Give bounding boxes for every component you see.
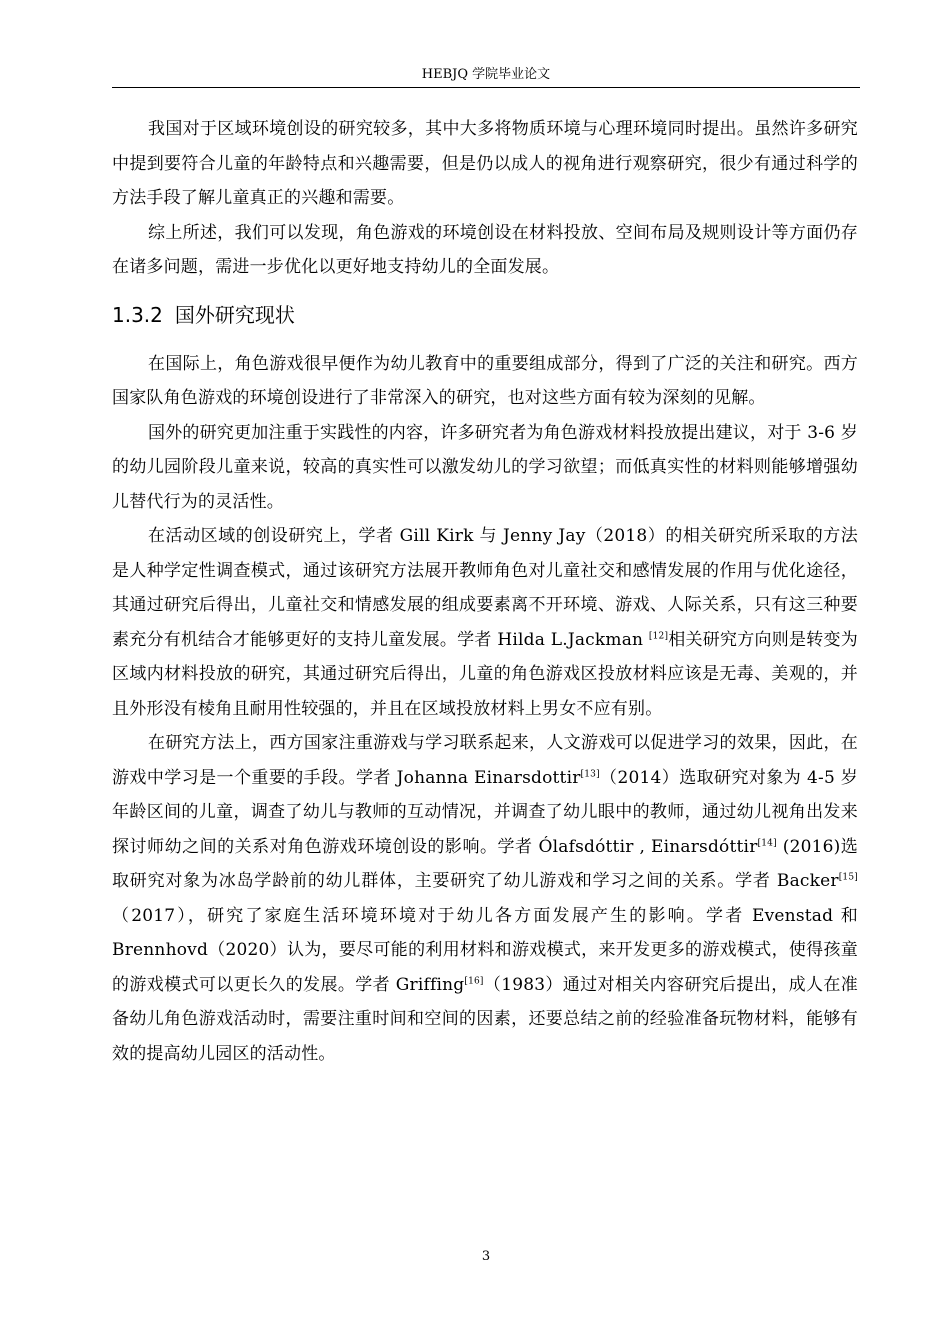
- text-span: 在研究方法上，西方国家注重游戏与学习联系起来，人文游戏可以促进学习的效果，因此，在游戏中学习是一个重要的手段。学者 Johanna Einarsdottir: [112, 733, 858, 788]
- text-span: （2014）选取研究对象为 4-5 岁年龄区间的儿童，调查了幼儿与教师的互动情况，并调查了幼儿眼中的教师，通过幼儿视角出发来探讨师幼之间的关系对角色游戏环境创设的影响。学者 Ólafsdóttir , Einarsdóttir: [112, 767, 858, 857]
- section-heading: [112, 295, 858, 335]
- citation-12: [12]: [648, 630, 669, 641]
- page-header: HEBJQ 学院毕业论文: [421, 67, 551, 82]
- paragraph-international-intro: 在国际上，角色游戏很早便作为幼儿教育中的重要组成部分，得到了广泛的关注和研究。西方国家队角色游戏的环境创设进行了非常深入的研究，也对这些方面有较为深刻的见解。: [112, 353, 858, 408]
- text-span: （1983）通过对相关内容研究后提出，成人在准备幼儿角色游戏活动时，需要注重时间和空间的因素，还要总结之前的经验准备玩物材料，能够有效的提高幼儿园区的活动性。: [112, 974, 858, 1064]
- text-span: （2017），研究了家庭生活环境环境对于幼儿各方面发展产生的影响。学者 Evenstad 和 Brennhovd（2020）认为，要尽可能的利用材料和游戏模式，来开发更多的游戏模式，使得孩童的游戏模式可以更长久的发展。学者 Griffing: [112, 905, 858, 995]
- section-title: 国外研究现状: [174, 302, 295, 327]
- citation-13: [13]: [580, 768, 600, 779]
- paragraph-activity-area: [112, 519, 858, 726]
- text-span: (2016)选取研究对象为冰岛学龄前的幼儿群体，主要研究了幼儿游戏和学习之间的关系。学者 Backer: [112, 836, 858, 891]
- citation-14: [14]: [757, 837, 777, 848]
- page-number: 3: [481, 1249, 491, 1264]
- paragraph-domestic-research: 我国对于区域环境创设的研究较多，其中大多将物质环境与心理环境同时提出。虽然许多研究中提到要符合儿童的年龄特点和兴趣需要，但是仍以成人的视角进行观察研究，很少有通过科学的方法手段了解儿童真正的兴趣和需要。: [112, 119, 858, 208]
- paragraph-summary: 综上所述，我们可以发现，角色游戏的环境创设在材料投放、空间布局及规则设计等方面仍存在诸多问题，需进一步优化以更好地支持幼儿的全面发展。: [112, 222, 858, 277]
- section-number: 1.3.2: [112, 302, 163, 327]
- text-span: 在活动区域的创设研究上，学者 Gill Kirk 与 Jenny Jay（2018）的相关研究所采取的方法是人种学定性调查模式，通过该研究方法展开教师角色对儿童社交和感情发展的作用与优化途径，其通过研究后得出，儿童社交和情感发展的组成要素离不开环境、游戏、人际关系，只有这三种要素充分有机结合才能够更好的支持儿童发展。学者 Hilda L.Jackman: [112, 526, 858, 650]
- header-rule: [112, 87, 860, 88]
- page-body: [112, 112, 858, 1071]
- citation-16: [16]: [464, 975, 484, 986]
- citation-15: [15]: [838, 872, 858, 883]
- paragraph-practice-focus: 国外的研究更加注重于实践性的内容，许多研究者为角色游戏材料投放提出建议，对于 3-6 岁的幼儿园阶段儿童来说，较高的真实性可以激发幼儿的学习欲望；而低真实性的材料则能够增强幼儿替代行为的灵活性。: [112, 422, 858, 512]
- text-span: 相关研究方向则是转变为区域内材料投放的研究，其通过研究后得出，儿童的角色游戏区投放材料应该是无毒、美观的，并且外形没有棱角且耐用性较强的，并且在区域投放材料上男女不应有别。: [112, 629, 859, 719]
- paragraph-research-methods: [112, 726, 858, 1071]
